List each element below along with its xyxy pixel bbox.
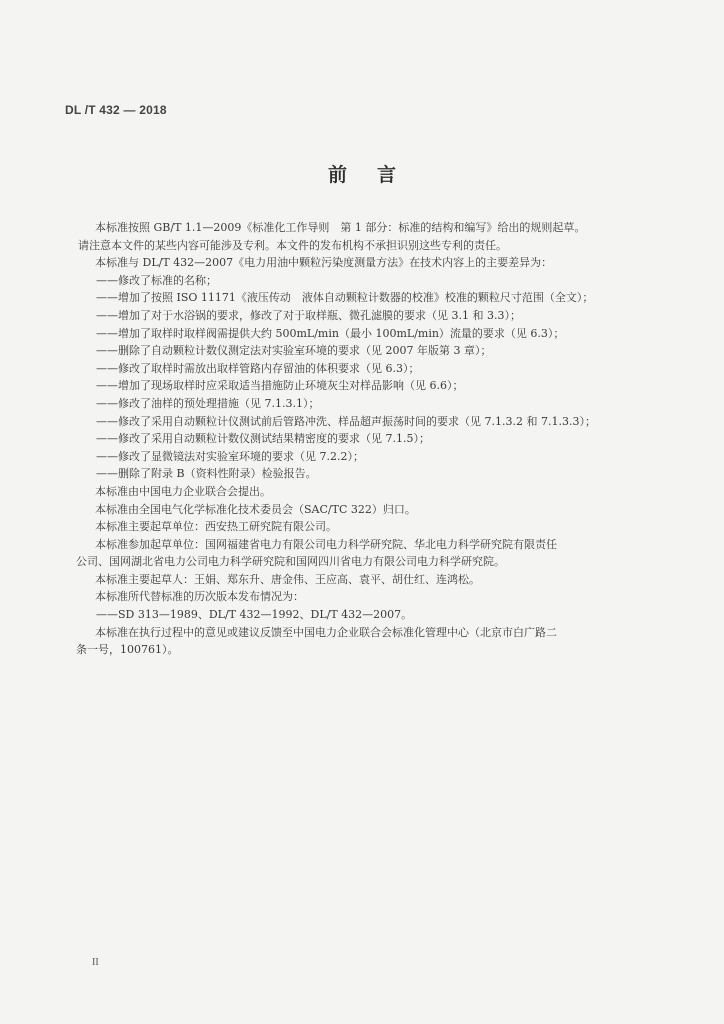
paragraph-continuation: 条一号，100761）。 — [76, 643, 179, 657]
list-item: ——修改了取样时需放出取样管路内存留油的体积要求（见 6.3）； — [96, 361, 420, 375]
paragraph: 请注意本文件的某些内容可能涉及专利。本文件的发布机构不承担识别这些专利的责任。 — [78, 238, 507, 252]
list-item: ——修改了标准的名称； — [96, 273, 217, 287]
paragraph: 本标准参加起草单位：国网福建省电力有限公司电力科学研究院、华北电力科学研究院有限责任 — [95, 537, 557, 551]
paragraph: 本标准按照 GB/T 1.1—2009《标准化工作导则 第 1 部分：标准的结构和编写》给出的规则起草。 — [95, 221, 586, 234]
list-item: ——SD 313—1989、DL/T 432—1992、DL/T 432—2007。 — [96, 608, 413, 622]
list-item: ——增加了按照 ISO 11171《液压传动 液体自动颗粒计数器的校准》校准的颗粒尺寸范围（全文）； — [96, 291, 594, 305]
paragraph-continuation: 公司、国网湖北省电力公司电力科学研究院和国网四川省电力有限公司电力科学研究院。 — [76, 555, 505, 569]
list-item: ——删除了附录 B（资料性附录）检验报告。 — [96, 467, 317, 481]
list-item: ——修改了显微镜法对实验室环境的要求（见 7.2.2）； — [96, 449, 364, 463]
page-number: II — [92, 957, 99, 968]
paragraph: 本标准在执行过程中的意见或建议反馈至中国电力企业联合会标准化管理中心（北京市白广路二 — [95, 625, 557, 639]
list-item: ——删除了自动颗粒计数仪测定法对实验室环境的要求（见 2007 年版第 3 章）； — [96, 344, 492, 358]
paragraph: 本标准由中国电力企业联合会提出。 — [95, 484, 271, 498]
list-item: ——修改了采用自动颗粒计数仪测试结果精密度的要求（见 7.1.5）； — [96, 432, 430, 446]
list-item: ——增加了取样时取样阀需提供大约 500mL/min（最小 100mL/min）流量的要求（见 6.3）； — [96, 326, 565, 340]
list-item: ——修改了油样的预处理措施（见 7.1.3.1）； — [96, 396, 320, 410]
paragraph: 本标准主要起草人：王娟、郑东升、唐金伟、王应高、袁平、胡仕红、连鸿松。 — [95, 572, 480, 586]
paragraph: 本标准主要起草单位：西安热工研究院有限公司。 — [95, 520, 337, 534]
list-item: ——修改了采用自动颗粒计仪测试前后管路冲洗、样品超声振荡时间的要求（见 7.1.3.2 和 7.1.3.3）； — [96, 414, 596, 428]
paragraph: 本标准与 DL/T 432—2007《电力用油中颗粒污染度测量方法》在技术内容上的主要差异为： — [95, 256, 553, 270]
foreword-body — [78, 219, 656, 659]
standard-number: DL /T 432 — 2018 — [65, 103, 167, 117]
page-title: 前言 — [327, 164, 426, 186]
paragraph: 本标准由全国电气化学标准化技术委员会（SAC/TC 322）归口。 — [95, 502, 416, 516]
paragraph: 本标准所代替标准的历次版本发布情况为： — [95, 590, 304, 604]
list-item: ——增加了现场取样时应采取适当措施防止环境灰尘对样品影响（见 6.6）； — [96, 379, 464, 393]
list-item: ——增加了对于水浴锅的要求，修改了对于取样瓶、微孔滤膜的要求（见 3.1 和 3.3）； — [96, 308, 521, 322]
